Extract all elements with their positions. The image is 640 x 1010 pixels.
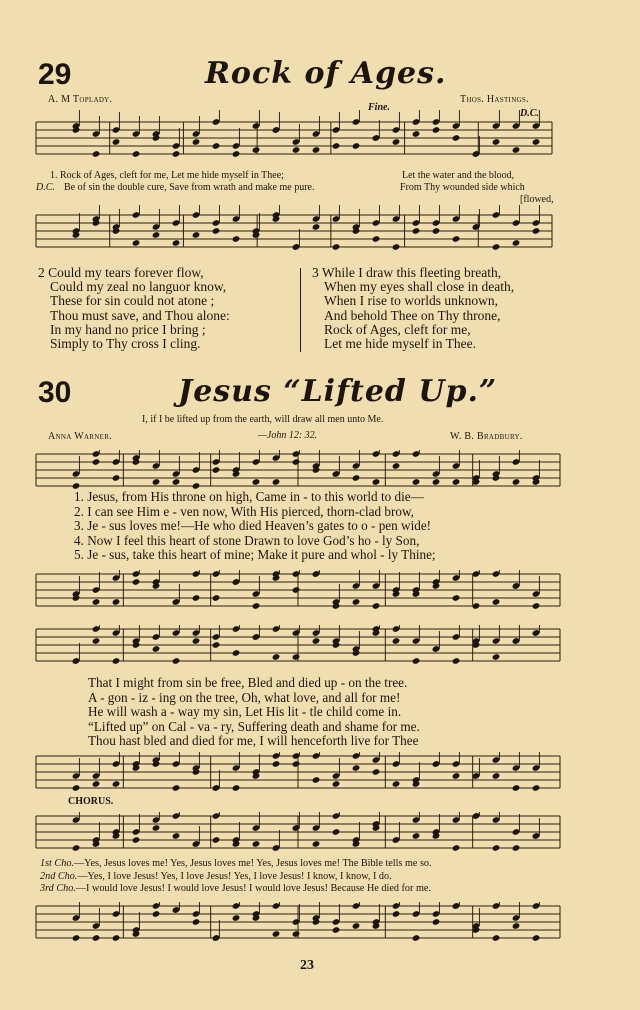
chorus-line-2 bbox=[40, 871, 432, 884]
verse-line: And behold Thee on Thy throne, bbox=[324, 307, 501, 323]
hymn-30-epigraph: I, if I be lifted up from the earth, will draw all men unto Me. bbox=[142, 414, 384, 425]
hymn-30-stanzas-a bbox=[74, 490, 436, 563]
chorus-label-1: 1st Cho. bbox=[40, 858, 74, 869]
hymn-30-reference: —John 12: 32. bbox=[258, 430, 318, 441]
hymn-30-chorus-bass-staff bbox=[0, 902, 640, 942]
hymn-30-bass-staff-2 bbox=[0, 752, 640, 792]
hymn-30-bass-staff-1 bbox=[0, 570, 640, 610]
verse-line: Simply to Thy cross I cling. bbox=[50, 336, 201, 352]
hymn-30-number: 30 bbox=[38, 376, 72, 409]
hymn-29-verse1-line1-end: Let the water and the blood, bbox=[402, 170, 515, 181]
lyric-line: 2. I can see Him e - ven now, With His pierced, thorn-clad brow, bbox=[74, 503, 414, 519]
chorus-text-3: —I would love Jesus! I would love Jesus! I would love Jesus! Because He died for me. bbox=[75, 883, 431, 894]
verse-line: When I rise to worlds unknown, bbox=[324, 293, 498, 309]
hymn-30-composer: W. B. Bradbury. bbox=[450, 431, 523, 442]
lyric-line: 4. Now I feel this heart of stone Drawn to love God’s ho - ly Son, bbox=[74, 532, 420, 548]
hymn-30-chorus-treble-staff bbox=[0, 812, 640, 852]
hymn-29-verse-2 bbox=[38, 266, 230, 351]
verse-line: 2 Could my tears forever flow, bbox=[38, 265, 204, 280]
lyric-line: 5. Je - sus, take this heart of mine; Make it pure and whol - ly Thine; bbox=[74, 547, 436, 563]
hymn-29-number: 29 bbox=[38, 58, 72, 91]
notes bbox=[72, 110, 541, 158]
hymn-30-treble-staff-2 bbox=[0, 625, 640, 665]
hymn-29-dc-mark: D.C. bbox=[520, 108, 539, 119]
lyric-line: Thou hast bled and died for me, I will henceforth live for Thee bbox=[88, 733, 419, 749]
verse-line: When my eyes shall close in death, bbox=[324, 279, 515, 295]
verse-divider bbox=[300, 268, 301, 352]
hymn-29-verse1-line2-end: From Thy wounded side which bbox=[400, 182, 525, 193]
verse-line: 3 While I draw this fleeting breath, bbox=[312, 265, 502, 280]
hymn-29-composer: Thos. Hastings. bbox=[460, 94, 529, 105]
chorus-label-3: 3rd Cho. bbox=[40, 883, 76, 894]
page-number: 23 bbox=[300, 958, 314, 973]
verse-line: Could my zeal no languor know, bbox=[50, 279, 227, 295]
hymn-30-title: Jesus “Lifted Up.” bbox=[178, 374, 498, 409]
verse-line: Rock of Ages, cleft for me, bbox=[324, 321, 471, 337]
chorus-line-3 bbox=[40, 883, 432, 896]
chorus-line-1 bbox=[40, 858, 432, 871]
hymn-29-fine-mark: Fine. bbox=[368, 102, 390, 113]
lyric-line: 3. Je - sus loves me!—He who died Heaven’s gates to o - pen wide! bbox=[74, 518, 432, 534]
hymn-29-treble-staff bbox=[0, 110, 640, 170]
hymn-29-author: A. M Toplady. bbox=[48, 94, 113, 105]
hymn-30-treble-staff-1 bbox=[0, 450, 640, 490]
hymn-29-title: Rock of Ages. bbox=[205, 56, 447, 91]
chorus-text-1: —Yes, Jesus loves me! Yes, Jesus loves me! Yes, Jesus loves me! The Bible tells me so. bbox=[73, 858, 432, 869]
verse-line: Let me hide myself in Thee. bbox=[324, 336, 476, 352]
verse-line: These for sin could not atone ; bbox=[50, 293, 215, 309]
hymn-29-verse-3 bbox=[312, 266, 514, 351]
verse-line: Thou must save, and Thou alone: bbox=[50, 307, 230, 323]
chorus-label: CHORUS. bbox=[68, 796, 114, 807]
staff-lines bbox=[36, 454, 560, 486]
hymn-29-verse1-line3: [flowed, bbox=[520, 194, 554, 205]
verse-line: In my hand no price I bring ; bbox=[50, 321, 206, 337]
hymn-30-author: Anna Warner. bbox=[48, 431, 112, 442]
lyric-line: That I might from sin be free, Bled and died up - on the tree. bbox=[88, 675, 408, 690]
hymn-29-dc-prefix: D.C. bbox=[36, 182, 55, 193]
hymn-29-bass-staff bbox=[0, 205, 640, 265]
chorus-text-2: —Yes, I love Jesus! Yes, I love Jesus! Yes, I love Jesus! I know, I know, I do. bbox=[77, 870, 392, 882]
lyric-line: A - gon - iz - ing on the tree, Oh, what love, and all for me! bbox=[88, 689, 401, 705]
hymn-29-verse1-line2: Be of sin the double cure, Save from wrath and make me pure. bbox=[64, 182, 315, 193]
lyric-line: He will wash a - way my sin, Let His lit - tle child come in. bbox=[88, 704, 402, 720]
lyric-line: “Lifted up” on Cal - va - ry, Suffering death and shame for me. bbox=[88, 718, 420, 734]
notes bbox=[72, 205, 541, 251]
chorus-lines bbox=[40, 858, 432, 896]
chorus-label-2: 2nd Cho. bbox=[40, 870, 78, 882]
lyric-line: 1. Jesus, from His throne on high, Came in - to this world to die— bbox=[74, 489, 424, 504]
hymn-29-verse1-line1: 1. Rock of Ages, cleft for me, Let me hide myself in Thee; bbox=[50, 170, 284, 181]
hymn-30-stanzas-b bbox=[88, 676, 420, 749]
